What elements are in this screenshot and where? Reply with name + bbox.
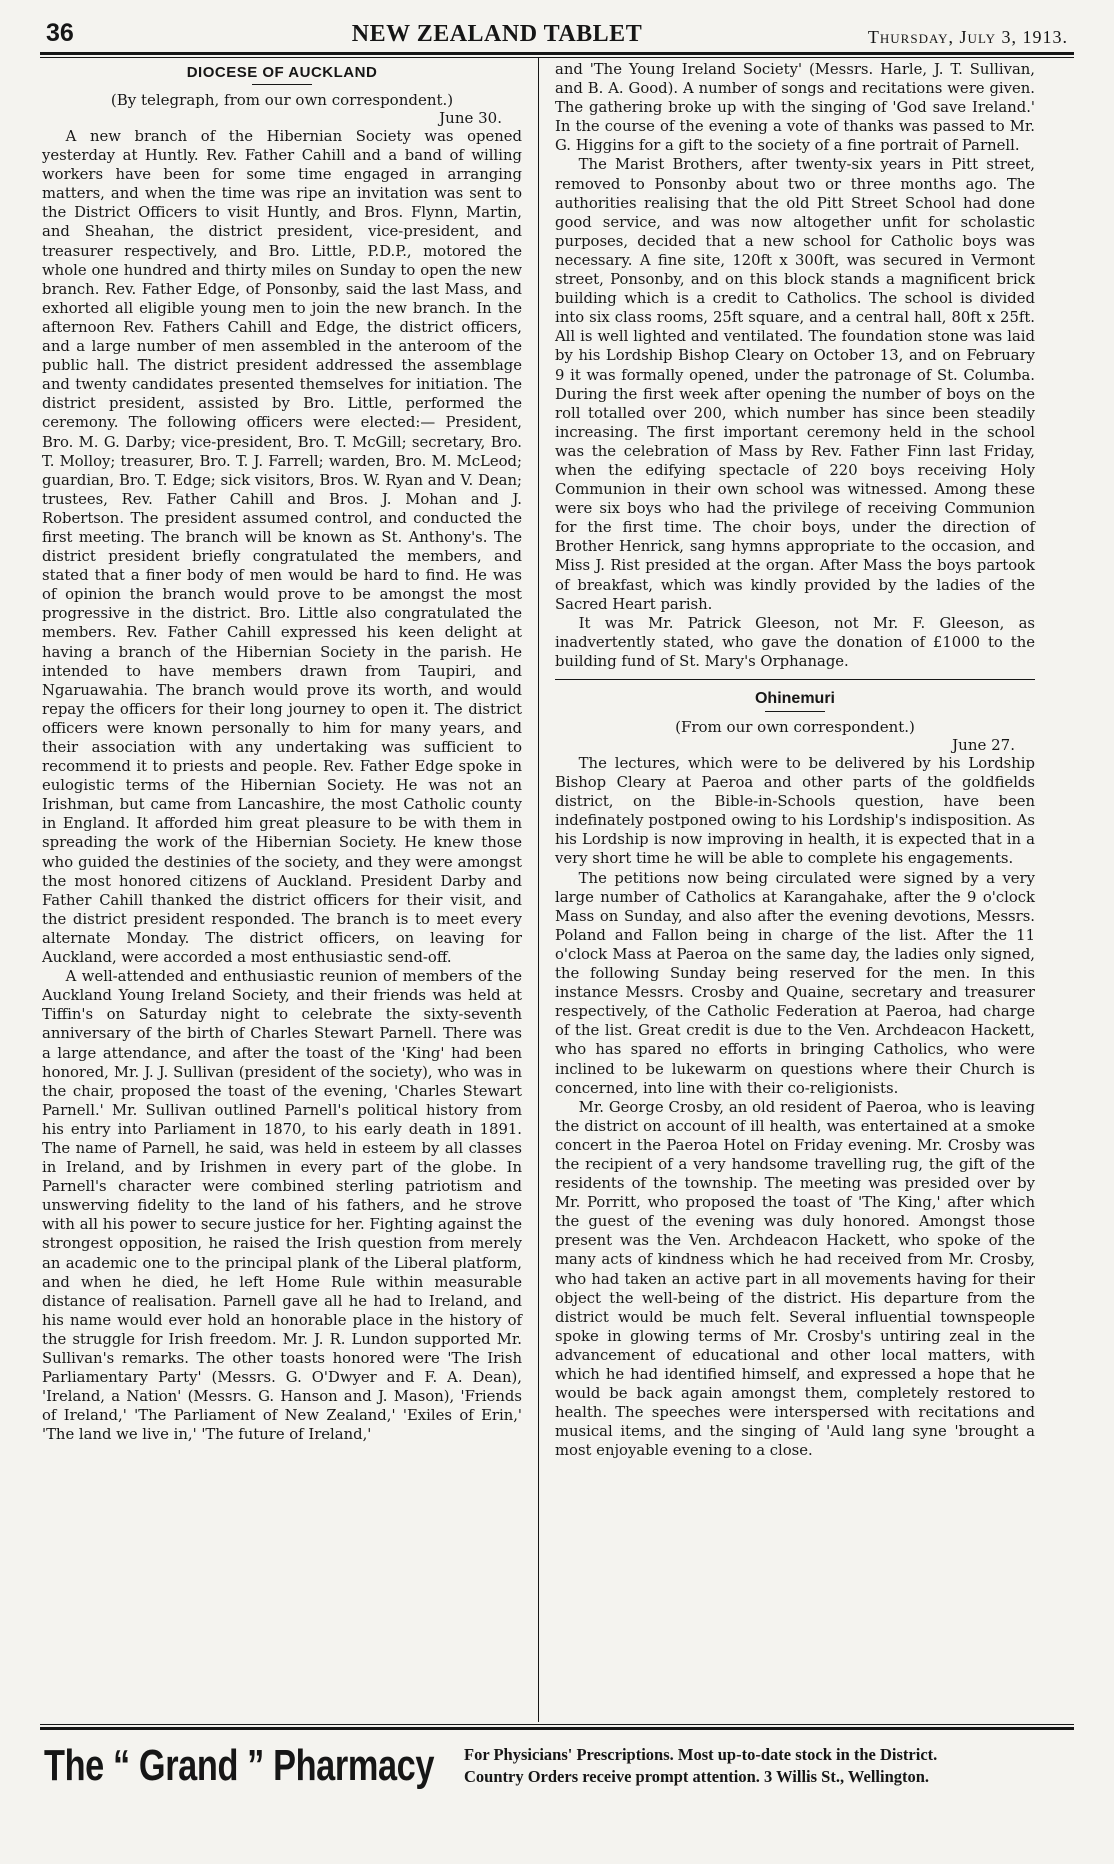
dateline: June 27. xyxy=(952,736,1015,754)
byline: (By telegraph, from our own correspondent.) xyxy=(110,91,454,109)
ad-text xyxy=(464,1744,937,1788)
dateline: June 30. xyxy=(439,109,502,127)
footer-rule-thin xyxy=(40,1724,1074,1725)
article-paragraph: It was Mr. Patrick Gleeson, not Mr. F. Gleeson, as inadvertently stated, who gave the donation of £1000 to the building fund of St. Mary's Orphanage. xyxy=(555,614,1035,670)
article-columns xyxy=(40,58,1074,1722)
byline: (From our own correspondent.) xyxy=(675,718,915,736)
article-paragraph: and 'The Young Ireland Society' (Messrs. Harle, J. T. Sullivan, and B. A. Good). A number of songs and recitations were given. The gathering broke up with the singing of 'God save Ireland.' In the course of the evening a vote of thanks was passed to Mr. G. Higgins for a gift to the society of a fine portrait of Parnell. xyxy=(555,61,1035,155)
ad-brand: The “ Grand ” Pharmacy xyxy=(44,1741,435,1790)
page-number: 36 xyxy=(46,19,74,47)
article-paragraph: A new branch of the Hibernian Society was opened yesterday at Huntly. Rev. Father Cahill and a band of willing workers have been for some time engaged in arranging matters, and when the time was ripe an invitation was sent to the District Officers to visit Huntly, and Bros. Flynn, Martin, and Sheahan, the district president, vice-president, and treasurer respectively, and Bro. Little, P.D.P., motored the whole one hundred and thirty miles on Sunday to open the new branch. Rev. Father Edge, of Ponsonby, said the last Mass, and exhorted all eligible young men to join the new branch. In the afternoon Rev. Fathers Cahill and Edge, the district officers, and a large number of men assembled in the anteroom of the public hall. The district president addressed the assemblage and twenty candidates presented themselves for initiation. The district president, assisted by Bro. Little, performed the ceremony. The following officers were elected:— President, Bro. M. G. Darby; vice-president, Bro. T. McGill; secretary, Bro. T. Molloy; treasurer, Bro. T. J. Farrell; warden, Bro. M. McLeod; guardian, Bro. T. Edge; sick visitors, Bros. W. Ryan and V. Dean; trustees, Rev. Father Cahill and Bros. J. Mohan and J. Robertson. The president assumed control, and conducted the first meeting. The branch will be known as St. Anthony's. The district president briefly congratulated the members, and stated that a finer body of men would be hard to find. He was of opinion the branch would prove to be amongst the most progressive in the district. Bro. Little also congratulated the members. Rev. Father Cahill expressed his keen delight at having a branch of the Hibernian Society in the parish. He intended to have members drawn from Taupiri, and Ngaruawahia. The branch would prove its worth, and would repay the officers for their long journey to open it. The district officers were known personally to him for many years, and their association with any undertaking was sufficient to recommend it to priests and people. Rev. Father Edge spoke in eulogistic terms of the Hibernian Society. He was not an Irishman, but came from Lancashire, the most Catholic county in England. It afforded him great pleasure to be with them in spreading the work of the Hibernian Society. He knew those who guided the destinies of the society, and they were amongst the most honored citizens of Auckland. President Darby and Father Cahill thanked the district officers for their visit, and the district president responded. The branch is to meet every alternate Monday. The district officers, on leaving for Auckland, were accorded a most enthusiastic send-off. xyxy=(42,128,522,967)
article-paragraph: The petitions now being circulated were signed by a very large number of Catholics at Karangahake, after the 9 o'clock Mass on Sunday, and also after the evening devotions, Messrs. Poland and Fallon being in charge of the list. After the 11 o'clock Mass at Paeroa on the same day, the ladies only signed, the following Sunday being reserved for the men. In this instance Messrs. Crosby and Quaine, secretary and treasurer respectively, of the Catholic Federation at Paeroa, had charge of the list. Great credit is due to the Ven. Archdeacon Hackett, who has spared no efforts in bringing Catholics, who were inclined to be lukewarm on questions where their Church is concerned, into line with their co-religionists. xyxy=(555,869,1035,1097)
ad-line-2: Country Orders receive prompt attention. 3 Willis St., Wellington. xyxy=(464,1767,930,1786)
pharmacy-advertisement xyxy=(40,1730,1074,1802)
heading-rule xyxy=(252,84,312,85)
left-column xyxy=(40,58,538,1722)
section-rule xyxy=(555,679,1035,680)
masthead-rule xyxy=(40,52,1074,55)
issue-date: Thursday, July 3, 1913. xyxy=(867,27,1068,47)
paper-name: NEW ZEALAND TABLET xyxy=(351,21,643,47)
masthead xyxy=(40,18,1074,48)
ohinemuri-heading: Ohinemuri xyxy=(754,690,835,707)
ad-line-1: For Physicians' Prescriptions. Most up-to-date stock in the District. xyxy=(464,1745,938,1764)
article-paragraph: Mr. George Crosby, an old resident of Paeroa, who is leaving the district on account of ill health, was entertained at a smoke concert in the Paeroa Hotel on Friday evening. Mr. Crosby was the recipient of a very handsome travelling rug, the gift of the residents of the township. The meeting was presided over by Mr. Porritt, who proposed the toast of 'The King,' after which the guest of the evening was duly honored. Amongst those present was the Ven. Archdeacon Hackett, who spoke of the many acts of kindness which he had received from Mr. Crosby, who had taken an active part in all movements having for their object the well-being of the district. His departure from the district would be much felt. Several influential townspeople spoke in glowing terms of Mr. Crosby's untiring zeal in the advancement of educational and other local matters, with which he had identified himself, and expressed a hope that he would be back again amongst them, completely restored to health. The speeches were interspersed with recitations and musical items, and the singing of 'Auld lang syne 'brought a most enjoyable evening to a close. xyxy=(555,1098,1035,1460)
article-paragraph: The Marist Brothers, after twenty-six years in Pitt street, removed to Ponsonby about two or three months ago. The authorities realising that the old Pitt Street School had done good service, and was now altogether unfit for scholastic purposes, decided that a new school for Catholic boys was necessary. A fine site, 120ft x 300ft, was secured in Vermont street, Ponsonby, and on this block stands a magnificent brick building which is a credit to Catholics. The school is divided into six class rooms, 25ft square, and a central hall, 80ft x 25ft. All is well lighted and ventilated. The foundation stone was laid by his Lordship Bishop Cleary on October 13, and on February 9 it was formally opened, under the patronage of St. Columba. During the first week after opening the number of boys on the roll totalled over 200, which number has since been steadily increasing. The first important ceremony held in the school was the celebration of Mass by Rev. Father Finn last Friday, when the edifying spectacle of 220 boys receiving Holy Communion in their own school was witnessed. Among these were six boys who had the privilege of receiving Communion for the first time. The choir boys, under the direction of Brother Henrick, sang hymns appropriate to the occasion, and Miss J. Rist presided at the organ. After Mass the boys partook of breakfast, which was kindly provided by the ladies of the Sacred Heart parish. xyxy=(555,156,1035,613)
heading-rule xyxy=(765,711,825,712)
article-paragraph: A well-attended and enthusiastic reunion of members of the Auckland Young Ireland Society, and their friends was held at Tiffin's on Saturday night to celebrate the sixty-seventh anniversary of the birth of Charles Stewart Parnell. There was a large attendance, and after the toast of the 'King' had been honored, Mr. J. J. Sullivan (president of the society), who was in the chair, proposed the toast of the evening, 'Charles Stewart Parnell.' Mr. Sullivan outlined Parnell's political history from his entry into Parliament in 1870, to his early death in 1891. The name of Parnell, he said, was held in esteem by all classes in Ireland, and by Irishmen in every part of the globe. In Parnell's character were combined sterling patriotism and unswerving fidelity to the land of his fathers, and he strove with all his power to secure justice for her. Fighting against the strongest opposition, he raised the Irish question from merely an academic one to the principal plank of the Liberal platform, and when he died, he left Home Rule within measurable distance of realisation. Parnell gave all he had to Ireland, and his name would ever hold an honorable place in the history of the struggle for Irish freedom. Mr. J. R. Lundon supported Mr. Sullivan's remarks. The other toasts honored were 'The Irish Parliamentary Party' (Messrs. G. O'Dwyer and F. A. Dean), 'Ireland, a Nation' (Messrs. G. Hanson and J. Mason), 'Friends of Ireland,' 'The Parliament of New Zealand,' 'Exiles of Erin,' 'The land we live in,' 'The future of Ireland,' xyxy=(42,968,522,1444)
newspaper-page xyxy=(40,18,1074,1848)
article-paragraph: The lectures, which were to be delivered by his Lordship Bishop Cleary at Paeroa and other parts of the goldfields district, on the Bible-in-Schools question, have been indefinately postponed owing to his Lordship's indisposition. As his Lordship is now improving in health, it is expected that in a very short time he will be able to complete his engagements. xyxy=(555,755,1035,868)
right-column xyxy=(539,58,1037,1722)
diocese-heading: DIOCESE OF AUCKLAND xyxy=(186,64,378,81)
